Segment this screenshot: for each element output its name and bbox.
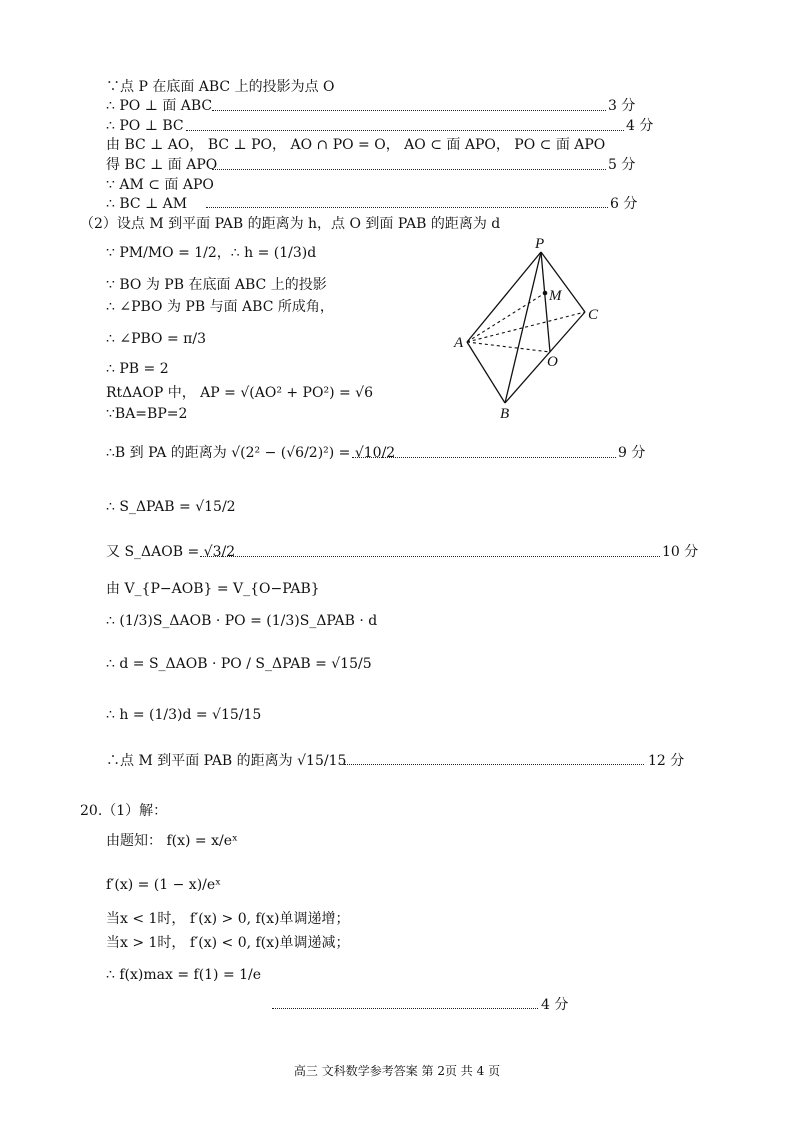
leader-dots	[272, 1006, 538, 1009]
label-B: B	[500, 406, 510, 422]
edge-AB	[467, 342, 505, 403]
formula-line: ∵ PM/MO = 1/2，∴ h = (1/3)d	[106, 245, 317, 261]
score-label: 3 分	[608, 98, 636, 114]
formula-line: 又 S_ΔAOB = √3/2	[106, 544, 236, 560]
leader-dots	[186, 128, 624, 131]
label-M: M	[549, 288, 562, 304]
text-line: ∴ PO ⊥ BC	[106, 118, 184, 134]
segment-AO-hidden	[467, 342, 550, 352]
question-heading: 20.（1）解：	[80, 803, 168, 819]
text-line: 当x < 1时， f′(x) > 0, f(x)单调递增；	[106, 911, 350, 927]
score-label: 6 分	[610, 196, 638, 212]
text-line: ∵ AM ⊂ 面 APO	[106, 177, 214, 193]
text-line: ∴ ∠PBO 为 PB 与面 ABC 所成角，	[106, 299, 334, 315]
text-line: 得 BC ⊥ 面 APO	[106, 157, 218, 173]
score-label: 5 分	[608, 157, 636, 173]
edge-PA	[467, 252, 541, 342]
label-O: O	[547, 354, 558, 370]
formula-line: ∴ PB = 2	[106, 361, 169, 377]
formula-line: ∴ h = (1/3)d = √15/15	[106, 707, 262, 723]
text-line: ∴ BC ⊥ AM	[106, 196, 188, 212]
edge-BC	[505, 312, 585, 403]
formula-line: ∴ (1/3)S_ΔAOB · PO = (1/3)S_ΔPAB · d	[106, 613, 378, 629]
formula-line: 由 V_{P−AOB} = V_{O−PAB}	[106, 581, 320, 597]
formula-line: ∴B 到 PA 的距离为 √(2² − (√6/2)²) = √10/2	[106, 445, 396, 461]
segment-PO	[541, 252, 550, 352]
segment-AM-hidden	[467, 293, 545, 342]
edge-AC-hidden	[467, 312, 585, 342]
label-P: P	[535, 236, 545, 252]
leader-dots	[200, 554, 660, 557]
formula-line: ∴ S_ΔPAB = √15/2	[106, 499, 236, 515]
leader-dots	[344, 762, 644, 765]
edge-PB	[505, 252, 541, 403]
label-A: A	[454, 335, 464, 351]
formula-line: ∴点 M 到平面 PAB 的距离为 √15/15	[106, 753, 347, 769]
formula-line: ∴ f(x)max = f(1) = 1/e	[106, 967, 262, 983]
score-label: 9 分	[618, 445, 646, 461]
text-line: ∵BA=BP=2	[106, 406, 188, 422]
text-line: 当x > 1时， f′(x) < 0, f(x)单调递减；	[106, 935, 350, 951]
text-line: ∴ PO ⊥ 面 ABC	[106, 98, 213, 114]
text-line: ∵点 P 在底面 ABC 上的投影为点 O	[106, 79, 335, 95]
page-footer: 高三 文科数学参考答案 第 2页 共 4 页	[293, 1064, 501, 1078]
score-label: 4 分	[541, 997, 569, 1013]
formula-line: RtΔAOP 中， AP = √(AO² + PO²) = √6	[106, 385, 373, 401]
text-line: 由 BC ⊥ AO， BC ⊥ PO， AO ∩ PO = O， AO ⊂ 面 APO， PO ⊂ 面 APO	[106, 137, 606, 153]
label-C: C	[588, 307, 599, 323]
score-label: 12 分	[648, 753, 685, 769]
formula-line: 由题知： f(x) = x/eˣ	[106, 833, 238, 849]
text-line: ∵ BO 为 PB 在底面 ABC 上的投影	[106, 277, 327, 293]
leader-dots	[206, 205, 608, 208]
formula-line: ∴ ∠PBO = π/3	[106, 331, 206, 347]
score-label: 4 分	[626, 118, 654, 134]
formula-line: ∴ d = S_ΔAOB · PO / S_ΔPAB = √15/5	[106, 656, 372, 672]
score-label: 10 分	[662, 544, 699, 560]
formula-line: f′(x) = (1 − x)/eˣ	[106, 877, 222, 893]
leader-dots	[212, 108, 606, 111]
text-line: （2）设点 M 到平面 PAB 的距离为 h，点 O 到面 PAB 的距离为 d	[80, 216, 501, 232]
point-M-dot	[543, 291, 548, 296]
leader-dots	[352, 455, 616, 458]
leader-dots	[212, 167, 606, 170]
edge-PC	[541, 252, 585, 312]
